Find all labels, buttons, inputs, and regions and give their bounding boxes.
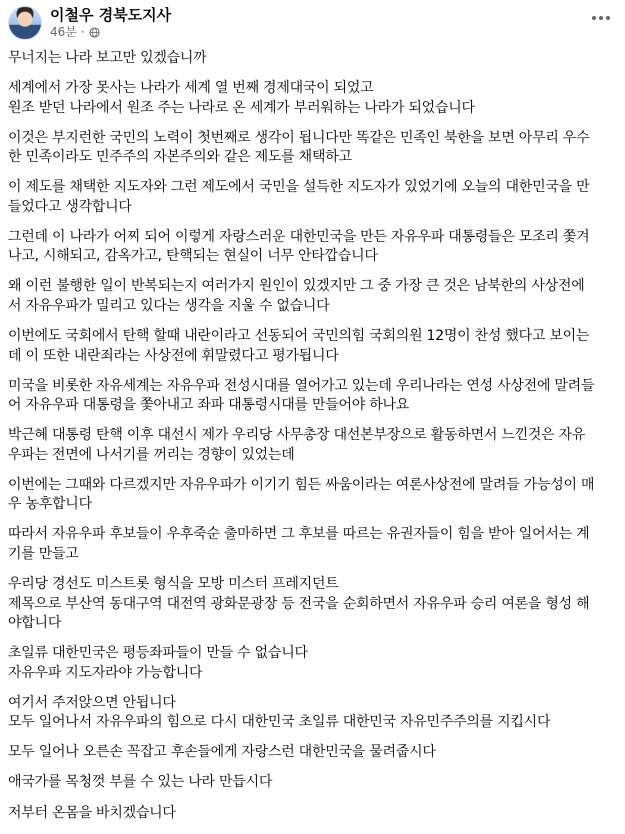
paragraph-line: 자유우파 지도자라야 가능합니다 [8,664,203,681]
paragraph-line: 제목으로 부산역 동대구역 대전역 광화문광장 등 전국을 순회하면서 자유우파 승리 여론을 형성 해 [8,595,590,612]
post-time[interactable]: 46분 [50,25,77,39]
paragraph-line: 모두 일어나 오른손 꼭잡고 후손들에게 자랑스런 대한민국을 물려줍시다 [8,744,436,761]
paragraph-line: 데 이 또한 내란죄라는 사상전에 휘말렸다고 평가됩니다 [8,347,339,364]
paragraph-line: 이번에는 그때와 다르겠지만 자유우파가 이기기 힘든 싸움이라는 여론사상전에 말려들 가능성이 매 [8,476,595,493]
paragraph-line: 우 농후합니다 [8,496,92,513]
post-paragraph [8,773,620,793]
meta-separator: · [80,25,85,39]
paragraph-line: 서 자유우파가 밀리고 있다는 생각을 지울 수 없습니다 [8,297,330,314]
post-paragraph [8,743,620,763]
post-paragraph [8,178,620,217]
paragraph-line: 여기서 주저앉으면 안됩니다 [8,694,176,711]
paragraph-line: 기를 만들고 [8,545,79,562]
post-paragraph [8,575,620,634]
post-paragraph [8,327,620,366]
post-paragraph [8,644,620,683]
post-paragraph [8,79,620,118]
author-name[interactable]: 이철우 경북도지사 [50,6,172,24]
post-paragraph [8,228,620,267]
paragraph-line: 들었다고 생각합니다 [8,198,132,215]
post-meta [50,25,100,39]
paragraph-line: 그런데 이 나라가 어찌 되어 이렇게 자랑스러운 대한민국을 만든 자유우파 대통령들은 모조리 쫓겨 [8,228,590,245]
post-paragraph [8,49,620,69]
paragraph-line: 우파는 전면에 나서기를 꺼리는 경향이 있었는데 [8,446,295,463]
paragraph-line: 초일류 대한민국은 평등좌파들이 만들 수 없습니다 [8,645,308,662]
paragraph-line: 이것은 부지런한 국민의 노력이 첫번째로 생각이 됩니다만 똑같은 민족인 북한을 보면 아무리 우수 [8,129,590,146]
more-options-icon [592,16,610,20]
paragraph-line: 무너지는 나라 보고만 있겠습니까 [8,50,207,66]
paragraph-line: 이번에도 국회에서 탄핵 할때 내란이라고 선동되어 국민의힘 국회의원 12명이 찬성 했다고 보이는 [8,328,590,345]
paragraph-line: 미국을 비롯한 자유세계는 자유우파 전성시대를 열어가고 있는데 우리나라는 연성 사상전에 말려들 [8,377,595,394]
paragraph-line: 이 제도를 채택한 지도자와 그런 제도에서 국민을 설득한 지도자가 있었기에 오늘의 대한민국을 만 [8,179,590,196]
post-paragraph [8,377,620,416]
post-paragraph [8,426,620,465]
author-avatar[interactable] [8,6,42,40]
paragraph-line: 세계에서 가장 못사는 나라가 세계 열 번째 경제대국이 되었고 [8,80,374,97]
post-paragraph [8,476,620,515]
paragraph-line: 나고, 시해되고, 감옥가고, 탄핵되는 현실이 너무 안타깝습니다 [8,248,378,265]
paragraph-line: 모두 일어나서 자유우파의 힘으로 다시 대한민국 초일류 대한민국 자유민주주의를 지킵시다 [8,714,551,731]
paragraph-line: 어 자유우파 대통령을 쫓아내고 좌파 대통령시대를 만들어야 하나요 [8,397,410,414]
paragraph-line: 따라서 자유우파 후보들이 우후죽순 출마하면 그 후보를 따르는 유권자들이 힘을 받아 일어서는 계 [8,526,590,543]
globe-icon[interactable] [89,27,100,38]
paragraph-line: 박근혜 대통령 탄핵 이후 대선시 제가 우리당 사무총장 대선본부장으로 활동하면서 느낀것은 자유 [8,427,586,444]
paragraph-line: 원조 받던 나라에서 원조 주는 나라로 온 세계가 부러워하는 나라가 되었습니다 [8,99,475,116]
paragraph-line: 한 민족이라도 민주주의 자본주의와 같은 제도를 채택하고 [8,149,352,166]
post-body [8,49,620,834]
post-paragraph [8,804,620,824]
post-paragraph [8,525,620,564]
post-paragraph [8,277,620,316]
post-paragraph [8,694,620,733]
post-paragraph [8,129,620,168]
paragraph-line: 왜 이런 불행한 일이 반복되는지 여러가지 원인이 있겠지만 그 중 가장 큰 것은 남북한의 사상전에 [8,278,585,295]
paragraph-line: 야합니다 [8,615,62,632]
paragraph-line: 저부터 온몸을 바치겠습니다 [8,804,176,821]
more-options-button[interactable] [587,8,615,28]
paragraph-line: 애국가를 목청껏 부를 수 있는 나라 만듭시다 [8,774,273,791]
paragraph-line: 우리당 경선도 미스트롯 형식을 모방 미스터 프레지던트 [8,576,339,593]
post-header [8,6,617,40]
